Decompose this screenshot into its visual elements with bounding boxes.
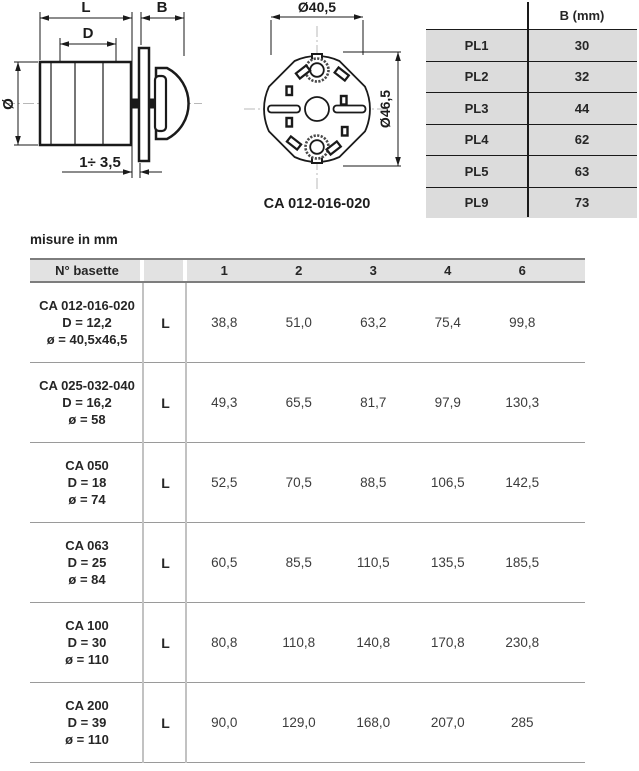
- row-filler: [560, 603, 586, 682]
- table-row: [30, 683, 585, 763]
- row-filler: [560, 443, 586, 522]
- value-cell: 168,0: [356, 715, 391, 730]
- pl-b-value: 73: [574, 195, 590, 211]
- model-d: D = 18: [67, 475, 107, 490]
- table-divider: [185, 283, 187, 763]
- switch-body-side: [40, 48, 189, 161]
- model-diameter: ø = 110: [65, 732, 109, 747]
- dim-label-diameter: Ø: [0, 98, 17, 110]
- pl-model: PL5: [464, 163, 489, 179]
- column-header-empty: [144, 260, 187, 281]
- column-header-size: 6: [518, 263, 526, 278]
- right-slot: [334, 106, 366, 113]
- model-cell: [30, 603, 144, 682]
- value-cell: 106,5: [430, 475, 465, 490]
- value-cell: 75,4: [434, 315, 461, 330]
- top-boss-inner: [310, 63, 324, 77]
- dim-label-L: L: [81, 0, 91, 16]
- model-cell: [30, 283, 144, 362]
- value-cell: 170,8: [430, 635, 465, 650]
- model-name: CA 025-032-040: [39, 378, 135, 393]
- value-cell: 285: [510, 715, 534, 730]
- header-gap: [183, 260, 187, 281]
- row-filler: [560, 523, 586, 602]
- table-row: [30, 443, 585, 523]
- model-d: D = 16,2: [62, 395, 112, 410]
- value-cell: 135,5: [430, 555, 465, 570]
- model-name: CA 050: [65, 458, 109, 473]
- value-cell: 207,0: [430, 715, 465, 730]
- center-shaft-hole: [305, 97, 329, 121]
- units-note: misure in mm: [30, 232, 118, 247]
- model-cell: [30, 683, 144, 762]
- dim-label-B: B: [156, 0, 168, 16]
- row-filler: [560, 683, 586, 762]
- model-cell: [30, 363, 144, 442]
- model-d: D = 25: [67, 555, 107, 570]
- table-row: [30, 283, 585, 363]
- dim-label-diameter-46-5: Ø46,5: [377, 89, 393, 129]
- table-row: [426, 155, 637, 187]
- value-cell: 88,5: [360, 475, 387, 490]
- dim-label-D: D: [82, 25, 94, 42]
- pl-model: PL1: [464, 37, 489, 53]
- pl-b-value: 44: [574, 100, 590, 116]
- front-view-drawing: [218, 0, 433, 215]
- value-cell: 230,8: [505, 635, 540, 650]
- b-table-header-label: B (mm): [559, 8, 605, 23]
- value-cell: 49,3: [211, 395, 238, 410]
- mounting-panel: [139, 48, 149, 161]
- column-header-filler: [560, 260, 586, 281]
- dim-label-diameter-40-5: Ø40,5: [297, 0, 337, 15]
- value-cell: 70,5: [285, 475, 312, 490]
- model-diameter: ø = 74: [68, 492, 106, 507]
- model-diameter: ø = 110: [65, 652, 109, 667]
- dim-cell: L: [161, 714, 170, 731]
- value-cell: 110,5: [356, 555, 390, 570]
- table-row: [426, 187, 637, 219]
- table-row: [426, 92, 637, 124]
- model-name: CA 063: [65, 538, 109, 553]
- left-slot: [268, 106, 300, 113]
- value-cell: 142,5: [505, 475, 540, 490]
- model-name: CA 012-016-020: [39, 298, 135, 313]
- model-name: CA 200: [65, 698, 109, 713]
- b-table-header-empty: [426, 2, 527, 29]
- row-filler: [560, 283, 586, 362]
- model-diameter: ø = 40,5x46,5: [46, 332, 128, 347]
- table-row: [30, 523, 585, 603]
- model-cell: [30, 443, 144, 522]
- pl-b-value: 62: [574, 132, 590, 148]
- model-diameter: ø = 84: [68, 572, 106, 587]
- dimensions-table: [30, 258, 585, 763]
- header-gap: [140, 260, 144, 281]
- pl-model: PL2: [464, 69, 489, 85]
- pl-b-value: 63: [574, 163, 590, 179]
- column-header-size: 3: [369, 263, 377, 278]
- dim-label-gap: 1÷ 3,5: [79, 154, 121, 171]
- table-row: [30, 603, 585, 683]
- pl-b-value: 32: [574, 69, 590, 85]
- value-cell: 65,5: [285, 395, 312, 410]
- value-cell: 63,2: [360, 315, 387, 330]
- value-cell: 80,8: [211, 635, 238, 650]
- dim-cell: L: [161, 314, 170, 331]
- table-row: [426, 124, 637, 156]
- dimensions-table-header: [30, 258, 585, 283]
- model-diameter: ø = 58: [68, 412, 106, 427]
- table-divider: [142, 283, 144, 763]
- value-cell: 110,8: [282, 635, 316, 650]
- value-cell: 85,5: [285, 555, 312, 570]
- column-header-basette: N° basette: [55, 263, 119, 278]
- switch-body-outline: [40, 62, 131, 145]
- pl-model: PL3: [464, 100, 489, 116]
- value-cell: 140,8: [356, 635, 391, 650]
- column-header-size: 2: [295, 263, 303, 278]
- bottom-boss-inner: [310, 140, 324, 154]
- table-row: [426, 29, 637, 61]
- value-cell: 60,5: [211, 555, 238, 570]
- b-dimension-table: [426, 2, 637, 218]
- model-d: D = 12,2: [62, 315, 112, 330]
- dim-cell: L: [161, 554, 170, 571]
- pl-model: PL9: [464, 195, 489, 211]
- row-filler: [560, 363, 586, 442]
- value-cell: 81,7: [360, 395, 387, 410]
- model-d: D = 30: [67, 635, 107, 650]
- knob-grip: [155, 76, 166, 131]
- model-d: D = 39: [67, 715, 107, 730]
- value-cell: 38,8: [211, 315, 238, 330]
- front-view-caption: CA 012-016-020: [263, 196, 371, 212]
- column-header-size: 4: [444, 263, 452, 278]
- value-cell: 90,0: [211, 715, 238, 730]
- b-table-divider: [527, 2, 529, 217]
- table-row: [30, 363, 585, 443]
- value-cell: 185,5: [505, 555, 540, 570]
- table-row: [426, 61, 637, 93]
- column-header-size: 1: [220, 263, 228, 278]
- side-view-drawing: [0, 0, 205, 195]
- model-name: CA 100: [65, 618, 109, 633]
- pl-b-value: 30: [574, 37, 590, 53]
- value-cell: 129,0: [281, 715, 316, 730]
- value-cell: 130,3: [505, 395, 540, 410]
- pl-model: PL4: [464, 132, 489, 148]
- dim-cell: L: [161, 634, 170, 651]
- dim-cell: L: [161, 474, 170, 491]
- value-cell: 97,9: [434, 395, 461, 410]
- dimensions-table-body: [30, 283, 585, 763]
- value-cell: 99,8: [509, 315, 536, 330]
- b-table-header-row: [426, 2, 637, 29]
- value-cell: 51,0: [285, 315, 312, 330]
- model-cell: [30, 523, 144, 602]
- dim-cell: L: [161, 394, 170, 411]
- value-cell: 52,5: [211, 475, 238, 490]
- switch-face: [264, 54, 370, 163]
